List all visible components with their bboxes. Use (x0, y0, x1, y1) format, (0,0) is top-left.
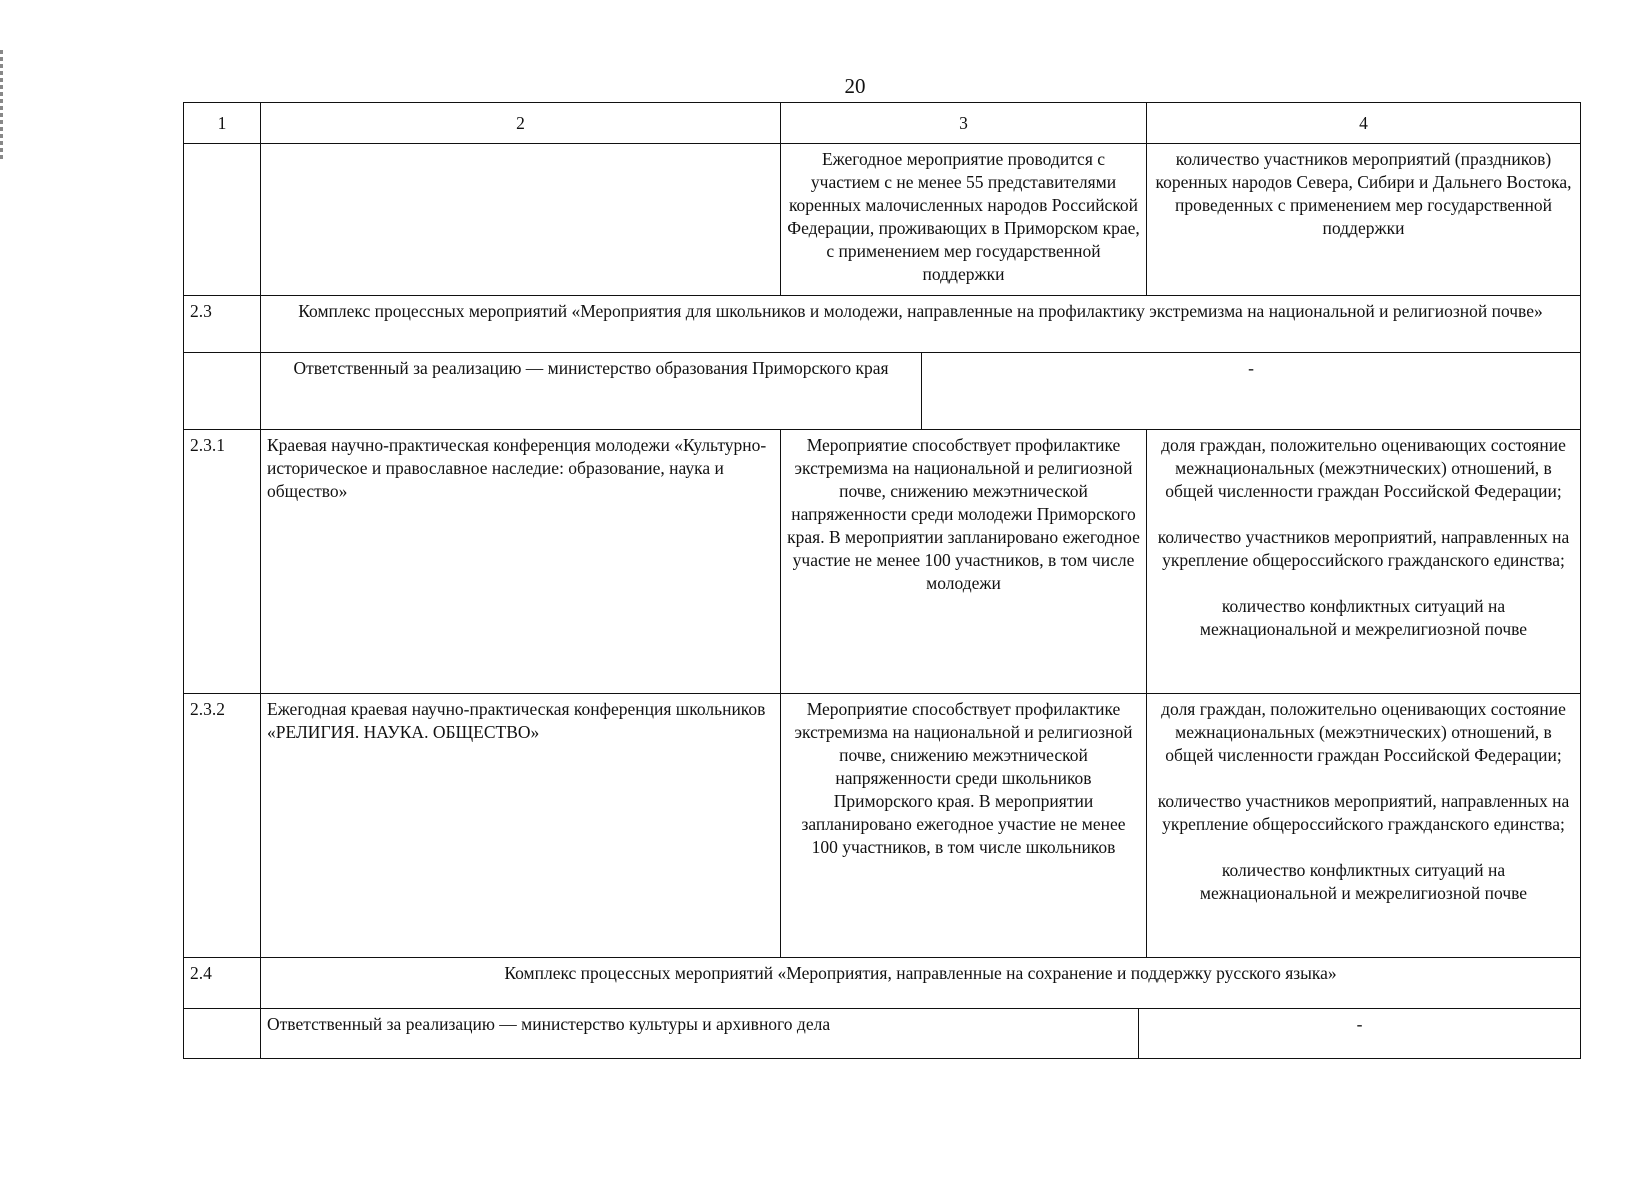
item-name: Краевая научно-практическая конференция молодежи «Культурно-историческое и православное наследие: образование, наука и общество» (261, 430, 781, 694)
responsible-value: - (922, 353, 1581, 430)
header-col-4: 4 (1147, 103, 1581, 144)
cell-name (261, 144, 781, 296)
responsible-text: Ответственный за реализацию — министерство культуры и архивного дела (261, 1009, 1139, 1059)
responsible-row-2-3 (184, 353, 1581, 430)
indicator: количество конфликтных ситуаций на межнациональной и межрелигиозной почве (1199, 860, 1528, 903)
responsible-text: Ответственный за реализацию — министерство образования Приморского края (261, 353, 922, 430)
cell-number (184, 353, 261, 430)
section-row-2-4 (184, 958, 1581, 1009)
header-col-3: 3 (781, 103, 1147, 144)
cell-number (184, 144, 261, 296)
header-col-1: 1 (184, 103, 261, 144)
item-description: Мероприятие способствует профилактике экстремизма на национальной и религиозной почве, снижению межэтнической напряженности среди молодежи Приморского края. В мероприятии запланировано ежегодное участие не менее 100 участников, в том числе молодежи (781, 430, 1147, 694)
cell-description: Ежегодное мероприятие проводится с участием с не менее 55 представителями коренных малочисленных народов Российской Федерации, проживающих в Приморском крае, с применением мер государственной поддержки (781, 144, 1147, 296)
cell-number (184, 1009, 261, 1059)
item-number: 2.3.1 (184, 430, 261, 694)
section-row-2-3 (184, 296, 1581, 353)
table-row-2-3-1 (184, 430, 1581, 694)
item-number: 2.3.2 (184, 694, 261, 958)
scan-edge-mark (0, 50, 3, 160)
indicator: доля граждан, положительно оценивающих состояние межнациональных (межэтнических) отношений, в общей численности граждан Российской Федерации; (1161, 699, 1566, 765)
table-row-2-3-2 (184, 694, 1581, 958)
responsible-value: - (1139, 1009, 1581, 1059)
section-title: Комплекс процессных мероприятий «Мероприятия для школьников и молодежи, направленные на профилактику экстремизма на национальной и религиозной почве» (261, 296, 1581, 353)
indicator: доля граждан, положительно оценивающих состояние межнациональных (межэтнических) отношений, в общей численности граждан Российской Федерации; (1161, 435, 1566, 501)
responsible-row-2-4 (184, 1009, 1581, 1059)
item-indicators (1147, 694, 1581, 958)
table-row-continued (184, 144, 1581, 296)
table-header-row (184, 103, 1581, 144)
item-name: Ежегодная краевая научно-практическая конференция школьников «РЕЛИГИЯ. НАУКА. ОБЩЕСТВО» (261, 694, 781, 958)
indicator: количество участников мероприятий, направленных на укрепление общероссийского гражданского единства; (1157, 791, 1570, 834)
header-col-2: 2 (261, 103, 781, 144)
section-number: 2.3 (184, 296, 261, 353)
section-title: Комплекс процессных мероприятий «Мероприятия, направленные на сохранение и поддержку русского языка» (261, 958, 1581, 1009)
program-table (183, 102, 1581, 1059)
section-number: 2.4 (184, 958, 261, 1009)
indicator: количество участников мероприятий, направленных на укрепление общероссийского гражданского единства; (1157, 527, 1570, 570)
indicator: количество конфликтных ситуаций на межнациональной и межрелигиозной почве (1199, 596, 1528, 639)
item-indicators (1147, 430, 1581, 694)
cell-indicators: количество участников мероприятий (праздников) коренных народов Севера, Сибири и Дальнего Востока, проведенных с применением мер государственной поддержки (1147, 144, 1581, 296)
page-number: 20 (844, 74, 866, 98)
item-description: Мероприятие способствует профилактике экстремизма на национальной и религиозной почве, снижению межэтнической напряженности среди школьников Приморского края. В мероприятии запланировано ежегодное участие не менее 100 участников, в том числе школьников (781, 694, 1147, 958)
